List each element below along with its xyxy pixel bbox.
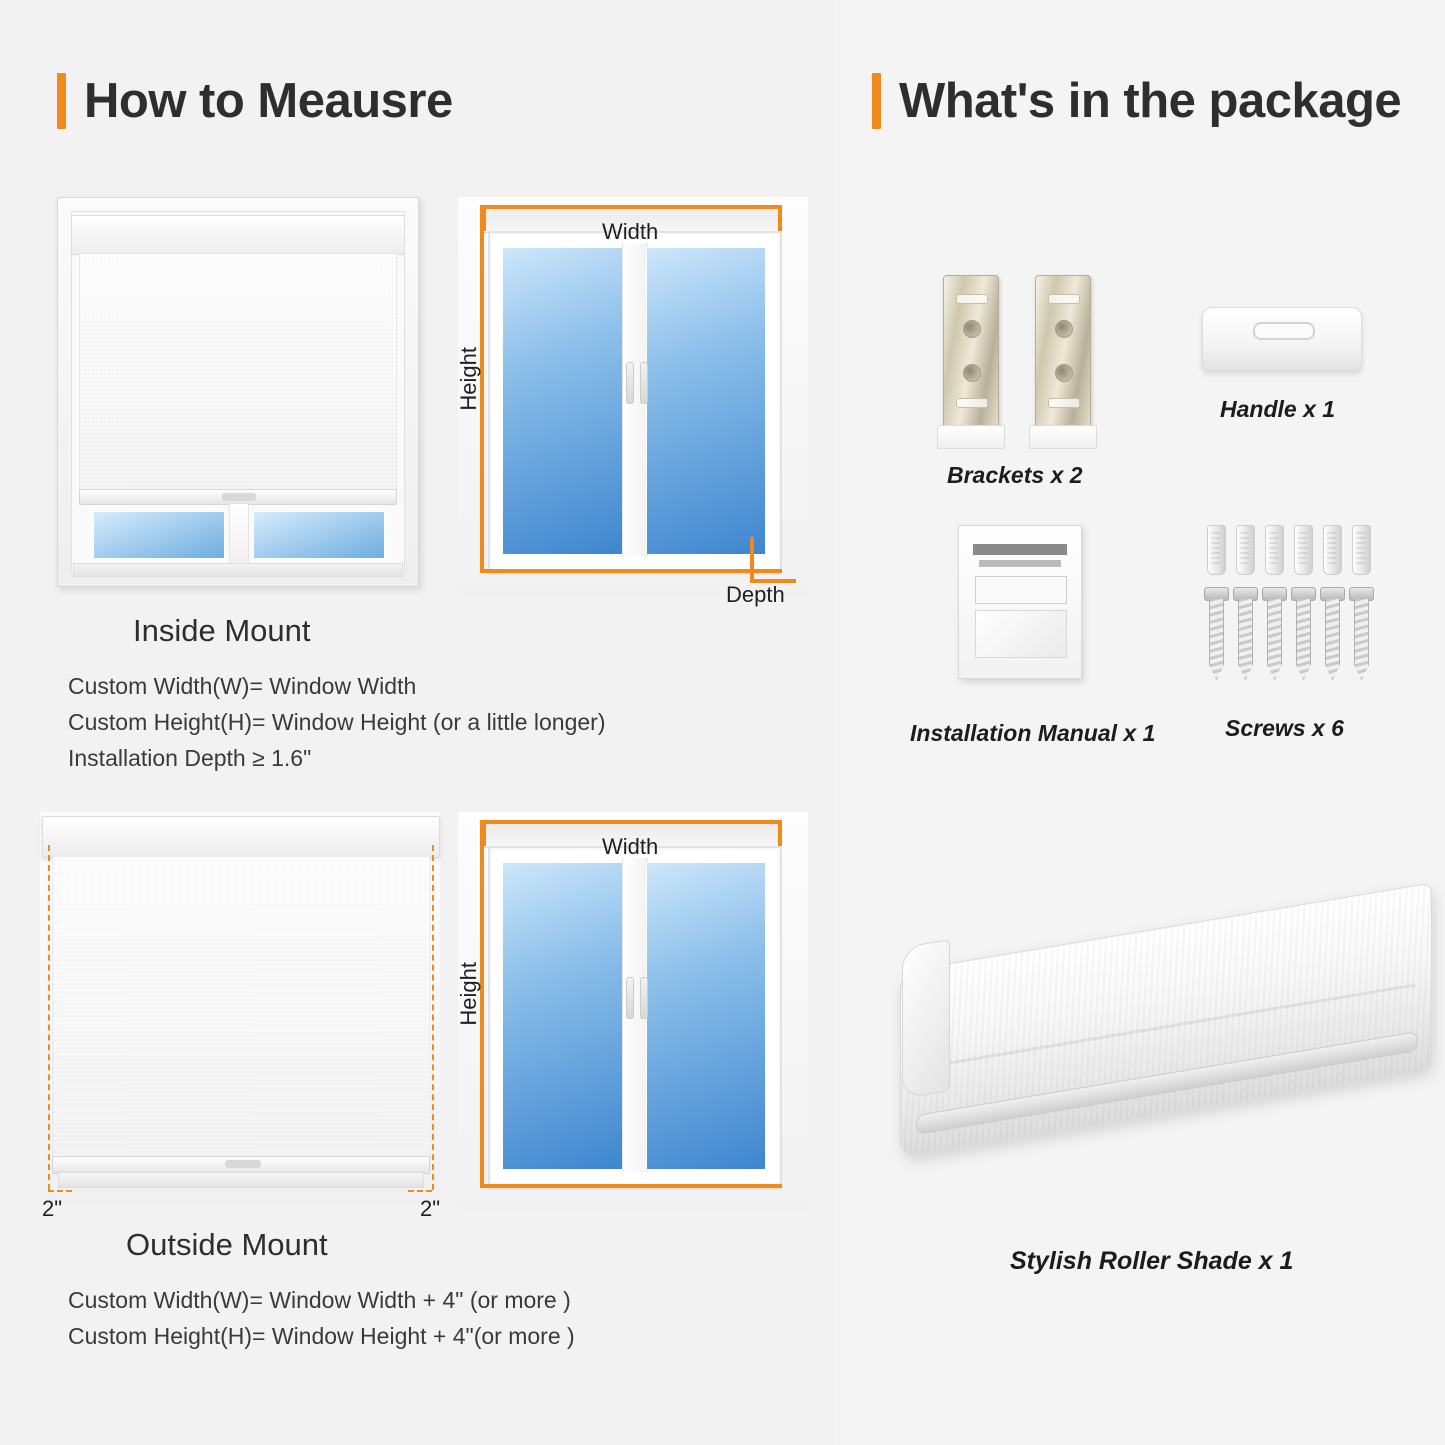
bracket-hole — [963, 320, 981, 338]
screw-head — [1291, 587, 1316, 601]
how-to-measure-heading — [57, 73, 453, 129]
window-glass-left — [93, 511, 225, 559]
wall-anchor — [1236, 525, 1255, 575]
handle-part — [1202, 307, 1362, 371]
window-glass-left — [502, 247, 624, 555]
width-label: Width — [602, 219, 659, 244]
installation-manual-part — [958, 525, 1082, 679]
window-mullion — [229, 503, 249, 567]
screw-head — [1349, 587, 1374, 601]
screw — [1266, 587, 1281, 681]
heading-text: What's in the package — [899, 74, 1402, 128]
bracket-slot — [956, 398, 988, 408]
brackets-caption: Brackets x 2 — [947, 462, 1083, 488]
bracket-hole — [963, 364, 981, 382]
overhang-measure-right — [408, 1190, 432, 1192]
heading-text: How to Meausre — [84, 74, 453, 128]
bracket-slot — [1048, 294, 1080, 304]
screw-head — [1233, 587, 1258, 601]
screw — [1295, 587, 1310, 681]
outside-spec-height: Custom Height(H)= Window Height + 4"(or more ) — [68, 1323, 575, 1349]
window-handle-right-icon — [640, 977, 648, 1019]
manual-illustration — [975, 610, 1067, 658]
screw-shaft — [1267, 599, 1282, 681]
shade-handle-icon — [222, 493, 256, 501]
outside-mount-illustration — [40, 812, 440, 1204]
bracket-hole — [1055, 320, 1073, 338]
width-label: Width — [602, 834, 659, 859]
overhang-measure-left — [48, 1190, 72, 1192]
bracket-base-left — [937, 425, 1005, 449]
wall-anchor — [1352, 525, 1371, 575]
wall-anchor — [1207, 525, 1226, 575]
window-glass-left — [502, 862, 624, 1170]
bracket-right — [1035, 275, 1091, 437]
shade-handle-icon — [225, 1160, 261, 1168]
overhang-guide-right — [432, 845, 434, 1190]
roller-shade-end-cap — [902, 939, 950, 1099]
inside-spec-depth: Installation Depth ≥ 1.6" — [68, 745, 312, 771]
window-handle-right-icon — [640, 362, 648, 404]
screws-caption: Screws x 6 — [1225, 715, 1344, 741]
window-handle-left-icon — [626, 362, 634, 404]
screws-group — [1203, 525, 1383, 695]
height-tick-bottom — [480, 1184, 782, 1188]
screw-shaft — [1354, 599, 1369, 681]
overhang-guide-left — [48, 845, 50, 1190]
window-sill — [73, 563, 403, 577]
package-contents-panel — [835, 0, 1445, 1445]
wall-anchor — [1265, 525, 1284, 575]
outside-mount-measure-diagram — [458, 812, 808, 1212]
screw — [1237, 587, 1252, 681]
height-tick-bottom — [480, 569, 782, 573]
bracket-slot — [1048, 398, 1080, 408]
inside-mount-illustration — [57, 197, 417, 585]
screw-head — [1204, 587, 1229, 601]
handle-grip-icon — [1253, 322, 1315, 340]
width-dimension-line — [482, 205, 782, 209]
inside-mount-label: Inside Mount — [133, 613, 311, 648]
bracket-slot — [956, 294, 988, 304]
width-dimension-line — [482, 820, 782, 824]
window-glass-right — [646, 862, 766, 1170]
inside-spec-width: Custom Width(W)= Window Width — [68, 673, 417, 699]
width-tick-right — [778, 205, 782, 231]
overhang-right-label: 2" — [420, 1196, 441, 1221]
window-glass-right — [646, 247, 766, 555]
package-heading — [872, 73, 1401, 129]
height-label: Height — [456, 347, 481, 411]
window-sill — [58, 1172, 424, 1188]
handle-caption: Handle x 1 — [1220, 396, 1336, 422]
bracket-hole — [1055, 364, 1073, 382]
width-tick-right — [778, 820, 782, 846]
accent-bar-icon — [57, 73, 66, 129]
screw-shaft — [1209, 599, 1224, 681]
overhang-left-label: 2" — [42, 1196, 63, 1221]
manual-title-bar — [973, 544, 1067, 555]
bracket-left — [943, 275, 999, 437]
shade-fabric — [52, 856, 430, 1158]
screw-head — [1320, 587, 1345, 601]
screw — [1353, 587, 1368, 681]
shade-headrail — [42, 816, 440, 858]
shade-headrail — [71, 215, 405, 255]
screw-shaft — [1325, 599, 1340, 681]
screw — [1208, 587, 1223, 681]
window-handle-left-icon — [626, 977, 634, 1019]
outside-mount-label: Outside Mount — [126, 1227, 328, 1262]
screw — [1324, 587, 1339, 681]
accent-bar-icon — [872, 73, 881, 129]
wall-anchor — [1323, 525, 1342, 575]
inside-spec-height: Custom Height(H)= Window Height (or a little longer) — [68, 709, 606, 735]
roller-shade-caption: Stylish Roller Shade x 1 — [1010, 1247, 1294, 1275]
screw-shaft — [1238, 599, 1253, 681]
window-glass-right — [253, 511, 385, 559]
screw-shaft — [1296, 599, 1311, 681]
height-label: Height — [456, 962, 481, 1026]
roller-shade-part — [900, 905, 1430, 1195]
screw-head — [1262, 587, 1287, 601]
depth-dimension-line — [750, 537, 754, 583]
bracket-base-right — [1029, 425, 1097, 449]
wall-anchor — [1294, 525, 1313, 575]
depth-label: Depth — [726, 582, 785, 607]
manual-subtitle-bar — [979, 560, 1061, 567]
manual-steps-box — [975, 576, 1067, 604]
outside-spec-width: Custom Width(W)= Window Width + 4" (or more ) — [68, 1287, 571, 1313]
inside-mount-measure-diagram — [456, 197, 808, 607]
installation-manual-caption: Installation Manual x 1 — [910, 720, 1156, 746]
shade-fabric — [79, 253, 397, 495]
brackets-group — [935, 275, 1115, 455]
